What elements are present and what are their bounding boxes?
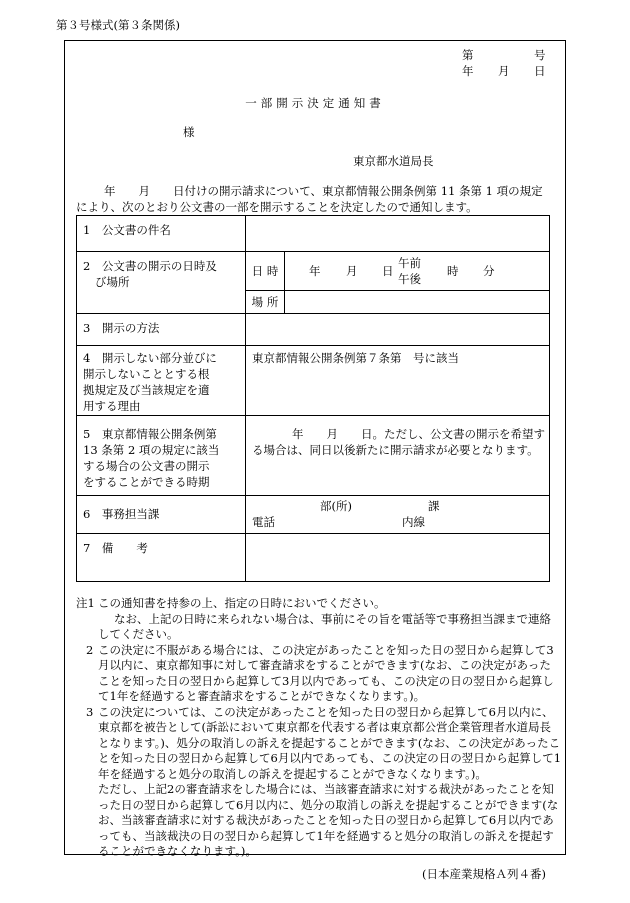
dt-minute: 分 — [483, 264, 495, 278]
section-label: 課 — [428, 499, 440, 513]
row-label — [77, 416, 246, 496]
row-label-text: 5 東京都情報公開条例第 — [83, 427, 217, 441]
table-row — [77, 496, 550, 534]
dept-label: 部(所) — [320, 499, 352, 513]
row-label-text: 開示しないこととする根 — [83, 367, 210, 381]
note-3-sub: ただし、上記2の審査請求をした場合には、当該審査請求に対する裁決があったことを知った日の翌日から起算して6月以内に、処分の取消しの訴えを提起することができます(なお、当該審査請求に対する裁決があったことを知った日の翌日から起算して6月以内であっても、当該裁決の日の翌日から起算して1年を経過すると処分の取消しの訴えを提起することができなくなります。)。 — [98, 782, 559, 858]
number-prefix: 第 — [462, 48, 474, 62]
note-2-text: この決定に不服がある場合には、この決定があったことを知った日の翌日から起算して3月以内に、東京都知事に対して審査請求をすることができます(なお、この決定があったことを知った日の翌日から起算して3月以内であっても、この決定の日の翌日から起算して1年を経過すると審査請求をすることができなくなります。)。 — [98, 642, 554, 703]
table-row — [77, 216, 550, 252]
table-row — [77, 534, 550, 582]
note-1-sub: なお、上記の日時に来られない場合は、事前にその旨を電話等で事務担当課まで連絡してください。 — [98, 611, 551, 641]
document-title: 一部開示決定通知書 — [245, 96, 385, 110]
row-label — [77, 216, 246, 252]
note-2-label: 2 — [86, 642, 94, 657]
number-suffix: 号 — [534, 48, 546, 62]
paper-size-note: (日本産業規格Ａ列４番) — [422, 867, 546, 881]
nondisclosure-field[interactable] — [246, 346, 550, 416]
remarks-field[interactable] — [246, 534, 550, 582]
row-label-text: び場所 — [95, 275, 130, 289]
place-word: 場 所 — [246, 291, 285, 313]
extension-label: 内線 — [402, 515, 425, 529]
date-month: 月 — [498, 64, 510, 78]
note-3-text: この決定については、この決定があったことを知った日の翌日から起算して6月以内に、東京都を被告として(訴訟において東京都を代表する者は東京都公営企業管理者水道局長となります。)、処分の取消しの訴えを提起することができます(なお、この決定があったことを知った日の翌日から起算して6月以内であっても、この決定の日の翌日から起算して1年を経過すると処分の取消しの訴えを提起することができなくなります。)。 — [98, 704, 562, 781]
note-1-text: この通知書を持参の上、指定の日時においでください。 — [98, 596, 386, 610]
table-row — [77, 314, 550, 346]
row-label-text: 1 公文書の件名 — [83, 223, 171, 237]
dt-year: 年 — [309, 264, 321, 278]
row-label-text: をすることができる時期 — [83, 475, 210, 489]
row-label — [77, 252, 246, 314]
row-label-text: 7 備 考 — [83, 541, 148, 555]
note-3-label: 3 — [86, 704, 94, 719]
addressee-suffix: 様 — [183, 125, 195, 139]
note-1-label: 注1 — [76, 596, 95, 610]
subject-field[interactable] — [246, 216, 550, 252]
datetime-place-cell — [246, 252, 550, 314]
dt-pm: 午後 — [398, 272, 421, 286]
form-label: 第３号様式(第３条関係) — [56, 18, 180, 32]
dt-am: 午前 — [398, 256, 421, 270]
row-label — [77, 314, 246, 346]
disclosure-period-line-1: 年 月 日。ただし、公文書の開示を希望す — [292, 427, 545, 441]
intro-line-1: 年 月 日付けの開示請求について、東京都情報公開条例第 11 条第 1 項の規定 — [104, 184, 543, 198]
row-label-text: 13 条第 2 項の規定に該当 — [83, 443, 220, 457]
dt-day: 日 — [382, 264, 394, 278]
disclosure-period-field[interactable] — [246, 416, 550, 496]
note-1 — [76, 596, 562, 643]
intro-paragraph — [76, 183, 556, 215]
note-2 — [76, 643, 562, 705]
note-3 — [76, 705, 562, 860]
dt-hour: 時 — [447, 264, 459, 278]
datetime-word: 日 時 — [246, 252, 285, 290]
datetime-field[interactable] — [285, 252, 549, 290]
table-row — [77, 346, 550, 416]
phone-label: 電話 — [252, 515, 275, 529]
row-label-text: する場合の公文書の開示 — [83, 459, 210, 473]
row-label-text: 4 開示しない部分並びに — [83, 351, 217, 365]
row-label-text: 6 事務担当課 — [83, 507, 160, 521]
table-row — [77, 252, 550, 314]
row-label-text: 拠規定及び当該規定を適 — [83, 383, 210, 397]
row-label-text: 3 開示の方法 — [83, 321, 160, 335]
date-year: 年 — [462, 64, 474, 78]
items-table — [76, 215, 550, 582]
date-day: 日 — [534, 64, 546, 78]
row-label — [77, 346, 246, 416]
nondisclosure-value: 東京都情報公開条例第７条第 号に該当 — [252, 351, 459, 365]
notes — [76, 596, 562, 860]
intro-line-2: により、次のとおり公文書の一部を開示することを決定したので通知します。 — [76, 200, 478, 214]
row-label-text: 2 公文書の開示の日時及 — [83, 259, 217, 273]
method-field[interactable] — [246, 314, 550, 346]
table-row — [77, 416, 550, 496]
row-label-text: 用する理由 — [83, 399, 141, 413]
contact-field[interactable] — [246, 496, 550, 534]
row-label — [77, 534, 246, 582]
row-label — [77, 496, 246, 534]
place-field[interactable] — [285, 291, 549, 313]
dt-month: 月 — [346, 264, 358, 278]
disclosure-period-line-2: る場合は、同日以後新たに開示請求が必要となります。 — [252, 443, 539, 457]
issuer: 東京都水道局長 — [353, 154, 434, 168]
